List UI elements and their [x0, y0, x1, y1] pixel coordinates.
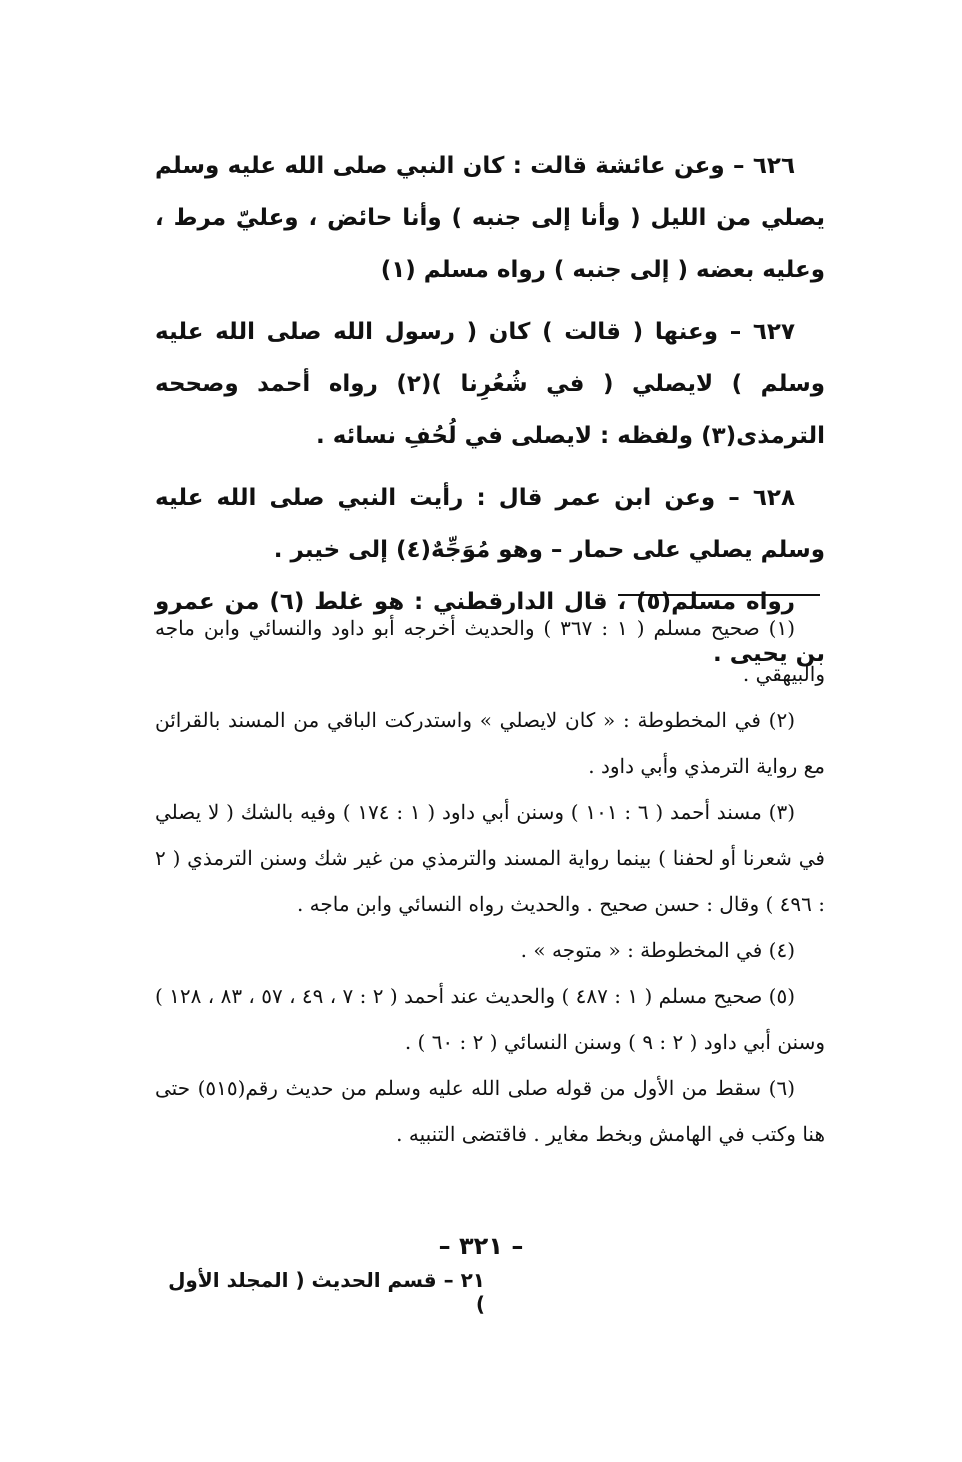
footnote-separator: [618, 594, 820, 596]
hadith-626: ٦٢٦ – وعن عائشة قالت : كان النبي صلى الله عليه وسلم يصلي من الليل ( وأنا إلى جنبه ) وأنا حائض ، وعليّ مرط ، وعليه بعضه ( إلى جنبه ) رواه مسلم (١): [155, 153, 825, 283]
footnote-6: (٦) سقط من الأول من قوله صلى الله عليه وسلم من حديث رقم(٥١٥) حتى هنا وكتب في الهامش وبخط مغاير . فاقتضى التنبيه .: [155, 1076, 825, 1146]
main-text: [155, 140, 825, 680]
hadith-627: ٦٢٧ – وعنها ( قالت ) كان ( رسول الله صلى الله عليه وسلم ) لايصلي ( في شُعُرِنا )(٢) رواه أحمد وصححه الترمذى(٣) ولفظه : لايصلى في لُحُفِ نسائه .: [155, 319, 825, 449]
footnote-1: (١) صحيح مسلم ( ١ : ٣٦٧ ) والحديث أخرجه أبو داود والنسائي وابن ماجه والبيهقي .: [155, 616, 825, 686]
footnote-3: (٣) مسند أحمد ( ٦ : ١٠١ ) وسنن أبي داود ( ١ : ١٧٤ ) وفيه بالشك ( لا يصلي في شعرنا أو لحفنا ) بينما رواية المسند والترمذي من غير شك وسنن الترمذي ( ٢ : ٤٩٦ ) وقال : حسن صحيح . والحديث رواه النسائي وابن ماجه .: [155, 800, 825, 916]
hadith-628-source: رواه مسلم(٥) ، قال الدارقطني : هو غلط (٦) من عمرو بن يحيى .: [155, 589, 825, 667]
footnotes: [155, 605, 825, 1157]
footnote-5: (٥) صحيح مسلم ( ١ : ٤٨٧ ) والحديث عند أحمد ( ٢ : ٧ ، ٤٩ ، ٥٧ ، ٨٣ ، ١٢٨ ) وسنن أبي داود ( ٢ : ٩ ) وسنن النسائي ( ٢ : ٦٠ ) .: [155, 984, 825, 1054]
page-number: – ٣٢١ –: [438, 1232, 524, 1260]
hadith-628: ٦٢٨ – وعن ابن عمر قال : رأيت النبي صلى الله عليه وسلم يصلي على حمار – وهو مُوَجِّهٌ(٤) إلى خيبر .: [155, 485, 825, 563]
footnote-4: (٤) في المخطوطة : « متوجه » .: [520, 938, 795, 962]
printer-signature: ٢١ – قسم الحديث ( المجلد الأول ): [168, 1268, 485, 1316]
footnote-2: (٢) في المخطوطة : « كان لايصلي » واستدركت الباقي من المسند بالقرائن مع رواية الترمذي وأبي داود .: [155, 708, 825, 778]
